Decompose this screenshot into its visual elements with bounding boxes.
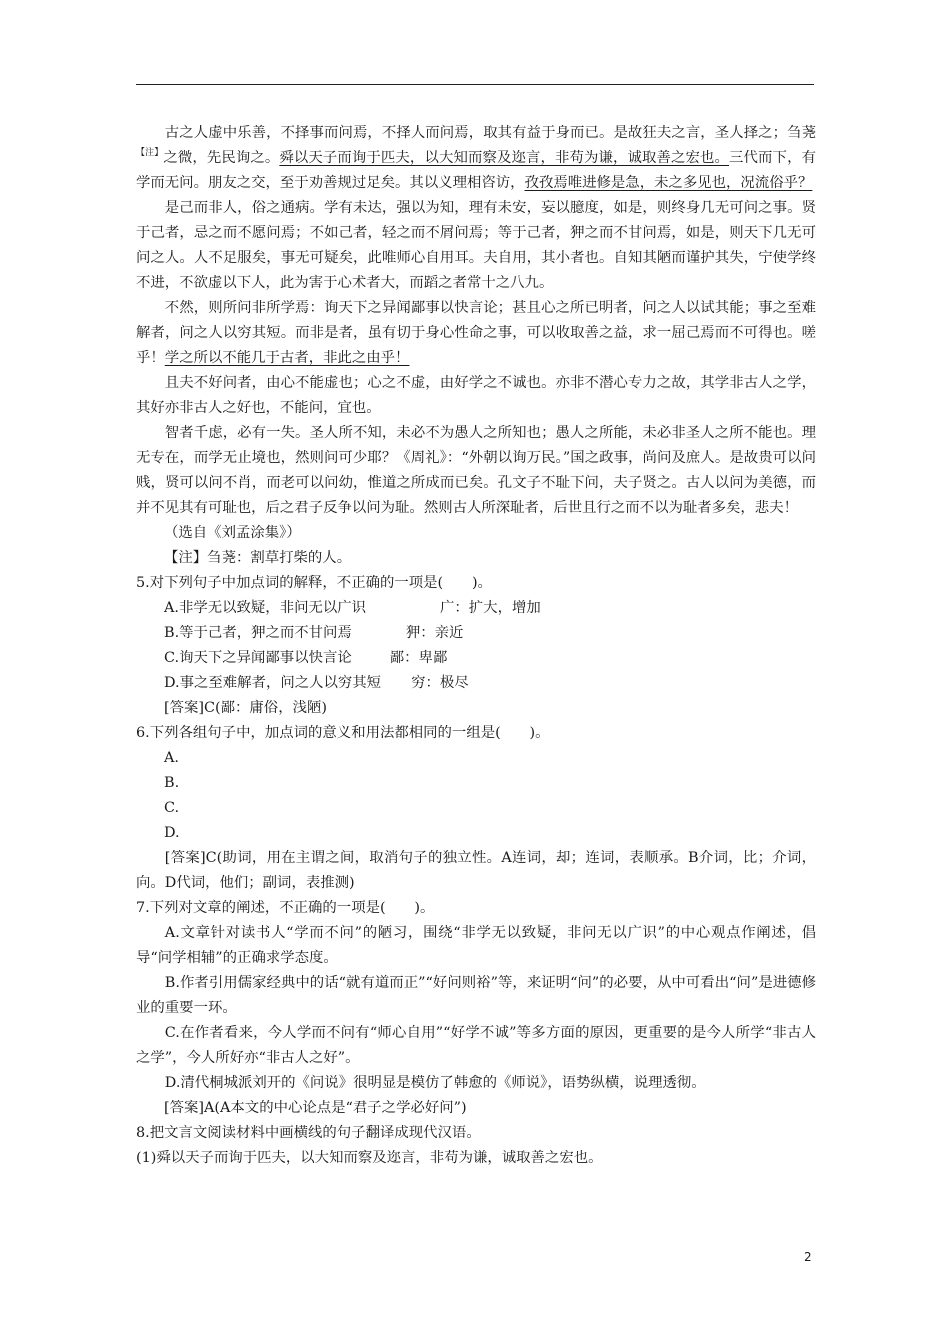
question-6-option-d: D. <box>164 825 180 841</box>
question-7-option-d: D.清代桐城派刘开的《问说》很明显是模仿了韩愈的《师说》，语势纵横，说理透彻。 <box>164 1075 706 1091</box>
p1-text-a: 古之人虚中乐善，不择事而问焉，不择人而问焉，取其有益于身而已。是故狂夫之言，圣人择之；刍荛 <box>164 125 816 141</box>
footnote-marker: 【注】 <box>136 148 164 158</box>
question-7-answer: [答案]A(A本文的中心论点是“君子之学必好问”) <box>164 1100 467 1116</box>
passage-paragraph-2: 是己而非人，俗之通病。学有未达，强以为知，理有未安，妄以臆度，如是，则终身几无可问之事。贤于己者，忌之而不愿问焉；不如己者，轻之而不屑问焉；等于己者，狎之而不甘问焉，如是，则天下几无可问之人。人不足服矣，事无可疑矣，此唯师心自用耳。夫自用，其小者也。自知其陋而谨护其失，宁使学终不进，不欲虚以下人，此为害于心术者大，而蹈之者常十之八九。 <box>136 200 816 291</box>
question-6-stem: 6.下列各组句子中，加点词的意义和用法都相同的一组是( )。 <box>136 725 550 741</box>
option-b-text: B.等于己者，狎之而不甘问焉 <box>164 625 352 641</box>
question-5-option-a <box>136 596 816 621</box>
question-8-item-1: (1)舜以天子而询于匹夫，以大知而察及迩言，非苟为谦，诚取善之宏也。 <box>136 1150 603 1166</box>
option-c-gloss: 鄙：卑鄙 <box>389 650 448 666</box>
underlined-sentence-1: 舜以天子而询于匹夫，以大知而察及迩言，非苟为谦，诚取善之宏也。 <box>279 150 730 166</box>
question-6-answer: [答案]C(助词，用在主谓之间，取消句子的独立性。A连词，却；连词，表顺承。B介词，比；介词，向。D代词，他们；副词，表推测) <box>136 850 816 891</box>
underlined-sentence-3: 学之所以不能几于古者，非此之由乎！ <box>164 350 410 366</box>
header-rule <box>136 84 814 85</box>
passage-paragraph-3 <box>136 296 816 371</box>
question-8-stem: 8.把文言文阅读材料中画横线的句子翻译成现代汉语。 <box>136 1125 481 1141</box>
question-6-option-b: B. <box>164 775 180 791</box>
p1-text-b: 之微，先民询之。 <box>163 150 280 166</box>
question-6-option-a: A. <box>164 750 179 766</box>
question-5-option-d <box>136 671 816 696</box>
question-5-option-b <box>136 621 816 646</box>
p1-text-c: 三代而下，有学而无问。朋友之交，至于劝善规过足矣。其以义理相咨访， <box>136 150 816 191</box>
question-7-option-a: A.文章针对读书人“学而不问”的陋习，围绕“非学无以致疑，非问无以广识”的中心观点作阐述，倡导“问学相辅”的正确求学态度。 <box>136 925 816 966</box>
question-7-option-c: C.在作者看来，今人学而不问有“师心自用”“好学不诚”等多方面的原因，更重要的是今人所学“非古人之学”，今人所好亦“非古人之好”。 <box>136 1025 816 1066</box>
page-number: 2 <box>804 1250 812 1264</box>
passage-paragraph-4: 且夫不好问者，由心不能虚也；心之不虚，由好学之不诚也。亦非不潜心专力之故，其学非古人之学，其好亦非古人之好也，不能问，宜也。 <box>136 375 816 416</box>
question-5-option-c <box>136 646 816 671</box>
option-d-gloss: 穷：极尽 <box>411 675 469 691</box>
option-d-text: D.事之至难解者，问之人以穷其短 <box>164 675 382 691</box>
passage-paragraph-5: 智者千虑，必有一失。圣人所不知，未必不为愚人之所知也；愚人之所能，未必非圣人之所不能也。理无专在，而学无止境也，然则问可少耶？《周礼》：“外朝以询万民。”国之政事，尚问及庶人。是故贵可以问贱，贤可以问不肖，而老可以问幼，惟道之所成而已矣。孔文子不耻下问，夫子贤之。古人以问为美德，而并不见其有可耻也，后之君子反争以问为耻。然则古人所深耻者，后世且行之而不以为耻者多矣，悲夫！ <box>136 425 816 516</box>
question-5-answer: [答案]C(鄙：庸俗，浅陋) <box>164 700 327 716</box>
passage-paragraph-1 <box>136 121 816 196</box>
option-a-text: A.非学无以致疑，非问无以广识 <box>164 600 367 616</box>
option-c-text: C.询天下之异闻鄙事以快言论 <box>164 650 352 666</box>
underlined-sentence-2: 孜孜焉唯进修是急，未之多见也，况流俗乎？ <box>524 175 813 191</box>
option-a-gloss: 广：扩大，增加 <box>440 600 541 616</box>
document-body <box>136 121 816 1171</box>
p3-text-a: 不然，则所问非所学焉：询天下之异闻鄙事以快言论；甚且心之所已明者，问之人以试其能；事之至难解者，问之人以穷其短。而非是者，虽有切于身心性命之事，可以收取善之益，求一屈己焉而不可得也。嗟乎！ <box>136 300 816 366</box>
question-7-option-b: B.作者引用儒家经典中的话“就有道而正”“好问则裕”等，来证明“问”的必要，从中可看出“问”是进德修业的重要一环。 <box>136 975 816 1016</box>
source-citation: （选自《刘孟涂集》） <box>164 525 301 541</box>
question-6-option-c: C. <box>164 800 180 816</box>
footnote: 【注】刍荛：割草打柴的人。 <box>164 550 352 566</box>
question-7-stem: 7.下列对文章的阐述，不正确的一项是( )。 <box>136 900 435 916</box>
option-b-gloss: 狎：亲近 <box>405 625 464 641</box>
question-5-stem: 5.对下列句子中加点词的解释，不正确的一项是( )。 <box>136 575 492 591</box>
